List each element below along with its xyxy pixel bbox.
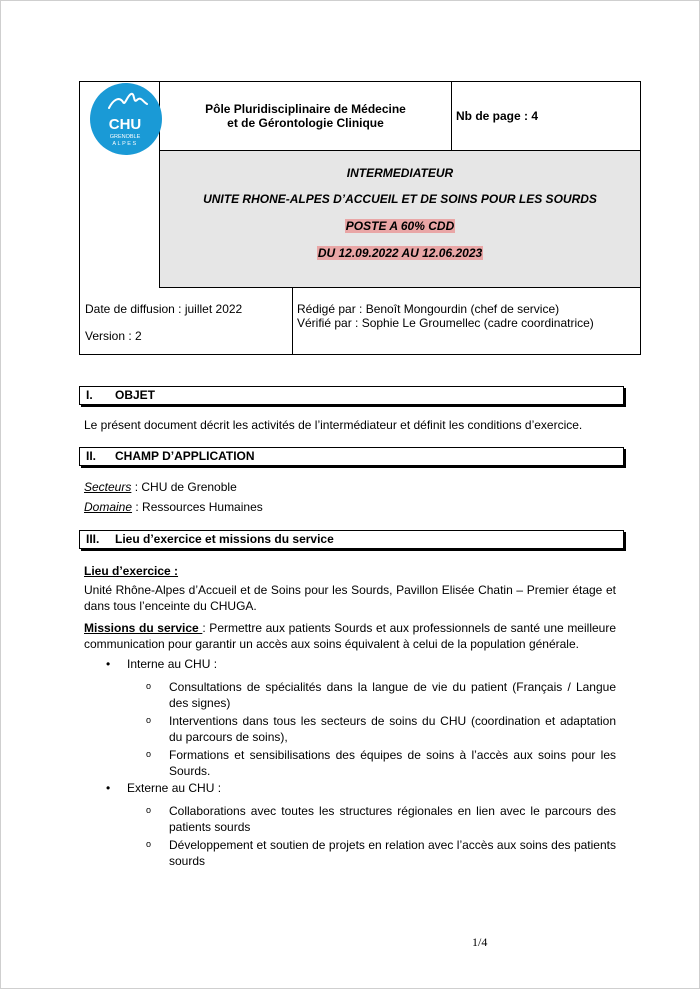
- lieu-text: Unité Rhône-Alpes d’Accueil et de Soins pour les Sourds, Pavillon Elisée Chatin – Premier étage et dans tous l’enceinte du CHUGA.: [84, 583, 616, 613]
- interne-item-1: Consultations de spécialités dans la langue de vie du patient (Français / Langue des signes): [169, 680, 616, 710]
- title-line3: [160, 219, 640, 233]
- section-objet-heading: [79, 386, 624, 405]
- pole-cell: [160, 82, 452, 151]
- bullet-icon: •: [106, 781, 111, 795]
- title-block: [160, 151, 640, 288]
- section-number: I.: [86, 388, 93, 402]
- chu-logo: [89, 82, 163, 156]
- interne-item-3: Formations et sensibilisations des équipes de soins à l’accès aux soins pour les Sourds.: [169, 748, 616, 778]
- interne-item-2: Interventions dans tous les secteurs de soins du CHU (coordination et adaptation du parcours de soins),: [169, 714, 616, 744]
- verifie-par: Vérifié par : Sophie Le Groumellec (cadre coordinatrice): [297, 316, 594, 330]
- title-line1: INTERMEDIATEUR: [346, 166, 454, 180]
- missions-paragraph: [84, 620, 616, 652]
- missions-label: Missions du service: [84, 621, 203, 635]
- diffusion-date: Date de diffusion : juillet 2022: [85, 302, 243, 316]
- circle-bullet-icon: o: [146, 805, 152, 815]
- circle-bullet-icon: o: [146, 839, 152, 849]
- pole-line1: Pôle Pluridisciplinaire de Médecine: [205, 102, 406, 116]
- svg-text:CHU: CHU: [108, 116, 142, 133]
- section-number: II.: [86, 449, 97, 463]
- logo-cell: [80, 82, 160, 288]
- dates-highlight: DU 12.09.2022 AU 12.06.2023: [317, 246, 483, 260]
- title-line2: UNITE RHONE-ALPES D’ACCUEIL ET DE SOINS POUR LES SOURDS: [203, 192, 597, 206]
- svg-text:ALPES: ALPES: [112, 141, 138, 147]
- secteurs-label: Secteurs: [84, 480, 132, 494]
- missions-text: : Permettre aux patients Sourds et aux professionnels de santé une meilleure communication pour garantir un accès aux soins équivalent à celui de la population générale.: [84, 621, 616, 651]
- section-lieu-heading: [79, 530, 624, 549]
- page-count: Nb de page : 4: [452, 82, 640, 151]
- version: Version : 2: [85, 329, 142, 343]
- bullet-icon: •: [106, 657, 111, 671]
- title-line4: [160, 246, 640, 260]
- section-title: Lieu d’exercice et missions du service: [115, 532, 334, 546]
- poste-highlight: POSTE A 60% CDD: [345, 219, 455, 233]
- lieu-label: Lieu d’exercice :: [84, 564, 179, 578]
- redige-par: Rédigé par : Benoît Mongourdin (chef de service): [297, 302, 560, 316]
- secteurs: [84, 479, 616, 495]
- document-header: [79, 81, 641, 355]
- objet-text: Le présent document décrit les activités de l’intermédiateur et définit les conditions d’exercice.: [84, 418, 583, 432]
- section-title: CHAMP D’APPLICATION: [115, 449, 255, 463]
- authors-cell: [293, 288, 640, 354]
- circle-bullet-icon: o: [146, 715, 152, 725]
- page-footer: 1/4: [472, 935, 488, 949]
- svg-text:GRENOBLE: GRENOBLE: [109, 134, 141, 140]
- externe-label: Externe au CHU :: [127, 781, 222, 795]
- interne-label: Interne au CHU :: [127, 657, 218, 671]
- section-title: OBJET: [115, 388, 156, 402]
- domaine-value: : Ressources Humaines: [132, 500, 263, 514]
- externe-item-2: Développement et soutien de projets en relation avec l’accès aux soins des patients sourds: [169, 838, 616, 868]
- circle-bullet-icon: o: [146, 681, 152, 691]
- secteurs-value: : CHU de Grenoble: [131, 480, 237, 494]
- domaine-label: Domaine: [84, 500, 133, 514]
- diffusion-cell: [80, 288, 293, 354]
- circle-bullet-icon: o: [146, 749, 152, 759]
- externe-item-1: Collaborations avec toutes les structures régionales en lien avec le parcours des patients sourds: [169, 804, 616, 834]
- domaine: [84, 499, 616, 515]
- pole-line2: et de Gérontologie Clinique: [227, 116, 384, 130]
- section-number: III.: [86, 532, 100, 546]
- section-champ-heading: [79, 447, 624, 466]
